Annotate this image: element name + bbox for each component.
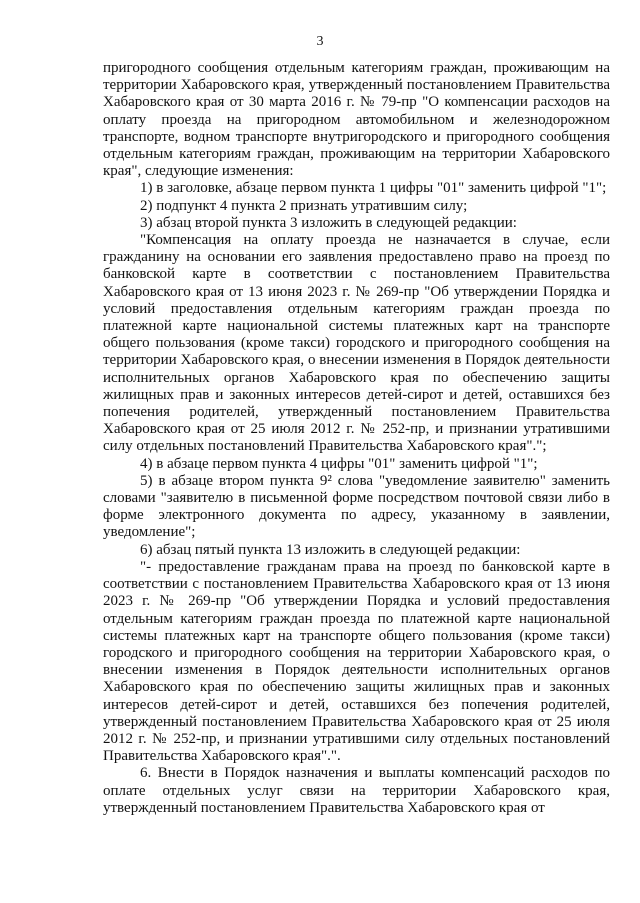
body-paragraph: пригородного сообщения отдельным категориям граждан, проживающим на территории Хабаровского края, утвержденный постановлением Правительства Хабаровского края от 30 марта 2016 г. № 79-пр "О компенсации расходов на оплату проезда на пригородном автомобильном и железнодорожном транспорте, водном транспорте внутригородского и пригородного сообщения отдельным категориям граждан, проживающим на территории Хабаровского края", следующие изменения: bbox=[103, 60, 610, 180]
body-paragraph: 5) в абзаце втором пункта 9² слова "уведомление заявителю" заменить словами "заявителю в письменной форме посредством почтовой связи либо в форме электронного документа по адресу, указанному в заявлении, уведомление"; bbox=[103, 472, 610, 541]
body-paragraph: "Компенсация на оплату проезда не назначается в случае, если гражданину на основании его заявления предоставлено право на проезд по банковской карте в соответствии с постановлением Правительства Хабаровского края от 13 июня 2023 г. № 269-пр "Об утверждении Порядка и условий предоставления отдельным категориям граждан проезда по платежной карте национальной системы платежных карт на транспорте общего пользования (кроме такси) городского и пригородного сообщения на территории Хабаровского края, о внесении изменения в Порядок деятельности исполнительных органов Хабаровского края по обеспечению защиты жилищных прав и законных интересов детей-сирот и детей, оставшихся без попечения родителей, утвержденный постановлением Правительства Хабаровского края от 25 июля 2012 г. № 252-пр, и признании утратившими силу отдельных постановлений Правительства Хабаровского края"."; bbox=[103, 232, 610, 455]
body-paragraph: 6. Внести в Порядок назначения и выплаты компенсаций расходов по оплате отдельных услуг связи на территории Хабаровского края, утвержденный постановлением Правительства Хабаровского края от bbox=[103, 765, 610, 816]
body-paragraph: "- предоставление гражданам права на проезд по банковской карте в соответствии с постановлением Правительства Хабаровского края от 13 июня 2023 г. № 269-пр "Об утверждении Порядка и условий предоставления отдельным категориям граждан проезда по платежной карте национальной системы платежных карт на транспорте общего пользования (кроме такси) городского и пригородного сообщения на территории Хабаровского края, о внесении изменения в Порядок деятельности исполнительных органов Хабаровского края по обеспечению защиты жилищных прав и законных интересов детей-сирот и детей, оставшихся без попечения родителей, утвержденный постановлением Правительства Хабаровского края от 25 июля 2012 г. № 252-пр, и признании утратившими силу отдельных постановлений Правительства Хабаровского края".". bbox=[103, 558, 610, 765]
body-paragraph: 3) абзац второй пункта 3 изложить в следующей редакции: bbox=[140, 214, 517, 231]
body-paragraph: 6) абзац пятый пункта 13 изложить в следующей редакции: bbox=[140, 541, 521, 558]
body-paragraph: 1) в заголовке, абзаце первом пункта 1 цифры "01" заменить цифрой "1"; bbox=[140, 180, 607, 197]
body-paragraph: 4) в абзаце первом пункта 4 цифры "01" заменить цифрой "1"; bbox=[140, 455, 538, 472]
page-number: 3 bbox=[316, 34, 324, 49]
body-paragraph: 2) подпункт 4 пункта 2 признать утратившим силу; bbox=[140, 197, 468, 214]
document-body bbox=[103, 60, 610, 817]
